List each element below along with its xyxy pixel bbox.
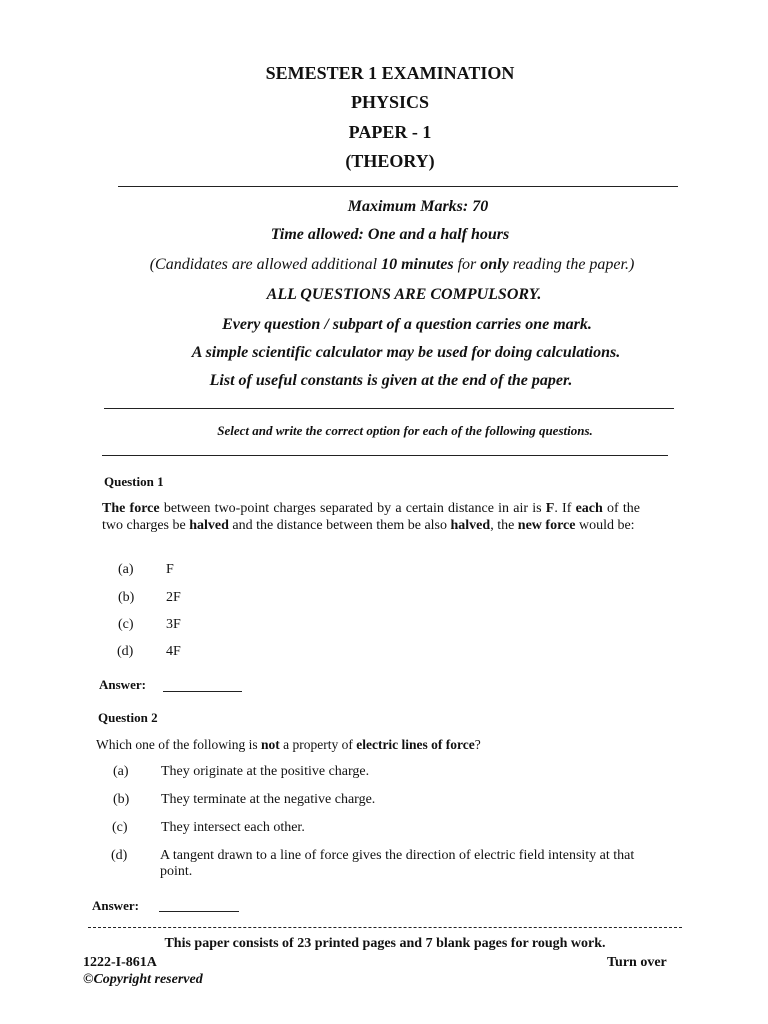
q2-option-d-label: (d) [111, 848, 128, 863]
q1-option-a-label: (a) [118, 562, 134, 577]
subject-title: PHYSICS [350, 92, 430, 112]
header-divider [118, 186, 678, 187]
q2-option-b-label: (b) [113, 792, 130, 807]
question-2-text: Which one of the following is not a property of electric lines of force? [96, 737, 481, 752]
theory-title: (THEORY) [345, 151, 435, 171]
question-1-text: The force between two-point charges separated by a certain distance in air is F. If each of the two charges be halved and the distance between them be also halved, the new force would be: [102, 501, 641, 533]
paper-code: 1222-I-861A [83, 955, 157, 970]
q2-option-c-text: They intersect each other. [161, 820, 305, 835]
exam-title: SEMESTER 1 EXAMINATION [265, 63, 515, 83]
question-1-heading: Question 1 [104, 474, 164, 489]
constants-note: List of useful constants is given at the end of the paper. [209, 372, 573, 389]
q1-option-c-text: 3F [166, 617, 181, 632]
q2-option-c-label: (c) [112, 820, 128, 835]
q2-option-a-text: They originate at the positive charge. [161, 764, 370, 779]
info-divider [104, 408, 674, 409]
q2-option-d-text: A tangent drawn to a line of force gives the direction of electric field intensity at that point. [160, 848, 635, 879]
one-mark-note: Every question / subpart of a question carries one mark. [222, 316, 592, 333]
q1-option-a-text: F [166, 562, 174, 577]
instruction-divider [102, 455, 668, 456]
copyright-note: ©Copyright reserved [83, 972, 203, 987]
calculator-note: A simple scientific calculator may be used for doing calculations. [191, 344, 621, 361]
q1-option-b-text: 2F [166, 590, 181, 605]
question-2-heading: Question 2 [98, 710, 158, 725]
reading-time-note: (Candidates are allowed additional 10 minutes for only reading the paper.) [149, 256, 635, 273]
q1-option-d-text: 4F [166, 644, 181, 659]
time-allowed: Time allowed: One and a half hours [270, 226, 510, 243]
max-marks: Maximum Marks: 70 [347, 198, 489, 215]
q1-option-c-label: (c) [118, 617, 134, 632]
footer-dashed-divider [88, 927, 682, 928]
paper-title: PAPER - 1 [348, 122, 432, 142]
q1-option-b-label: (b) [118, 590, 135, 605]
q1-answer-blank[interactable] [163, 691, 242, 692]
instruction-text: Select and write the correct option for each of the following questions. [217, 423, 593, 438]
q1-option-d-label: (d) [117, 644, 134, 659]
q2-option-b-text: They terminate at the negative charge. [161, 792, 376, 807]
q2-answer-blank[interactable] [159, 911, 239, 912]
q2-option-a-label: (a) [113, 764, 129, 779]
q2-answer-label: Answer: [92, 898, 139, 913]
pages-note: This paper consists of 23 printed pages and 7 blank pages for rough work. [164, 936, 606, 951]
compulsory-note: ALL QUESTIONS ARE COMPULSORY. [266, 286, 542, 303]
q1-answer-label: Answer: [99, 677, 146, 692]
turn-over: Turn over [607, 955, 667, 970]
